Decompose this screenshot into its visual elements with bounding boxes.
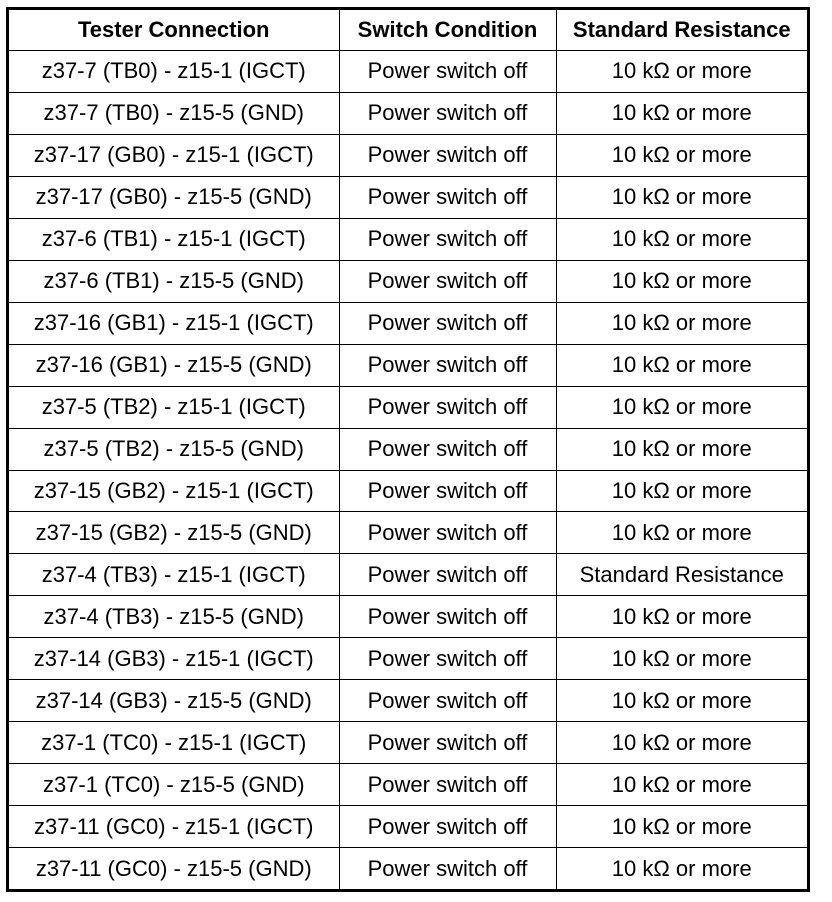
cell-standard-resistance: 10 kΩ or more xyxy=(556,134,807,176)
table-header xyxy=(9,10,807,51)
cell-switch-condition: Power switch off xyxy=(339,848,556,889)
table-row xyxy=(9,302,807,344)
cell-standard-resistance: 10 kΩ or more xyxy=(556,680,807,722)
cell-switch-condition: Power switch off xyxy=(339,806,556,848)
cell-standard-resistance: 10 kΩ or more xyxy=(556,470,807,512)
cell-switch-condition: Power switch off xyxy=(339,680,556,722)
header-tester-connection: Tester Connection xyxy=(9,10,339,51)
table-row xyxy=(9,176,807,218)
table-row xyxy=(9,470,807,512)
table-row xyxy=(9,554,807,596)
cell-standard-resistance: 10 kΩ or more xyxy=(556,638,807,680)
cell-tester-connection: z37-4 (TB3) - z15-5 (GND) xyxy=(9,596,339,638)
table-row xyxy=(9,386,807,428)
cell-standard-resistance: 10 kΩ or more xyxy=(556,848,807,889)
table-row xyxy=(9,92,807,134)
table-row xyxy=(9,596,807,638)
cell-tester-connection: z37-6 (TB1) - z15-5 (GND) xyxy=(9,260,339,302)
table-row xyxy=(9,638,807,680)
cell-switch-condition: Power switch off xyxy=(339,92,556,134)
cell-tester-connection: z37-7 (TB0) - z15-1 (IGCT) xyxy=(9,51,339,93)
cell-standard-resistance: 10 kΩ or more xyxy=(556,344,807,386)
cell-tester-connection: z37-15 (GB2) - z15-1 (IGCT) xyxy=(9,470,339,512)
cell-standard-resistance: 10 kΩ or more xyxy=(556,596,807,638)
cell-standard-resistance: 10 kΩ or more xyxy=(556,176,807,218)
cell-switch-condition: Power switch off xyxy=(339,51,556,93)
table-row xyxy=(9,512,807,554)
cell-standard-resistance: 10 kΩ or more xyxy=(556,51,807,93)
cell-standard-resistance: 10 kΩ or more xyxy=(556,386,807,428)
table-row xyxy=(9,51,807,93)
cell-tester-connection: z37-16 (GB1) - z15-5 (GND) xyxy=(9,344,339,386)
cell-tester-connection: z37-11 (GC0) - z15-1 (IGCT) xyxy=(9,806,339,848)
cell-standard-resistance: 10 kΩ or more xyxy=(556,428,807,470)
table-row xyxy=(9,218,807,260)
table-row xyxy=(9,764,807,806)
cell-standard-resistance: 10 kΩ or more xyxy=(556,806,807,848)
cell-switch-condition: Power switch off xyxy=(339,722,556,764)
cell-tester-connection: z37-16 (GB1) - z15-1 (IGCT) xyxy=(9,302,339,344)
cell-standard-resistance: 10 kΩ or more xyxy=(556,302,807,344)
table-body xyxy=(9,51,807,890)
cell-tester-connection: z37-11 (GC0) - z15-5 (GND) xyxy=(9,848,339,889)
cell-standard-resistance: 10 kΩ or more xyxy=(556,218,807,260)
cell-switch-condition: Power switch off xyxy=(339,428,556,470)
cell-tester-connection: z37-4 (TB3) - z15-1 (IGCT) xyxy=(9,554,339,596)
cell-tester-connection: z37-14 (GB3) - z15-5 (GND) xyxy=(9,680,339,722)
cell-switch-condition: Power switch off xyxy=(339,344,556,386)
cell-tester-connection: z37-1 (TC0) - z15-5 (GND) xyxy=(9,764,339,806)
table-row xyxy=(9,722,807,764)
cell-switch-condition: Power switch off xyxy=(339,512,556,554)
cell-tester-connection: z37-14 (GB3) - z15-1 (IGCT) xyxy=(9,638,339,680)
table-row xyxy=(9,134,807,176)
cell-tester-connection: z37-5 (TB2) - z15-1 (IGCT) xyxy=(9,386,339,428)
cell-switch-condition: Power switch off xyxy=(339,470,556,512)
cell-tester-connection: z37-7 (TB0) - z15-5 (GND) xyxy=(9,92,339,134)
cell-tester-connection: z37-17 (GB0) - z15-1 (IGCT) xyxy=(9,134,339,176)
table-row xyxy=(9,680,807,722)
cell-switch-condition: Power switch off xyxy=(339,764,556,806)
cell-switch-condition: Power switch off xyxy=(339,134,556,176)
cell-standard-resistance: 10 kΩ or more xyxy=(556,722,807,764)
header-switch-condition: Switch Condition xyxy=(339,10,556,51)
header-row xyxy=(9,10,807,51)
cell-standard-resistance: 10 kΩ or more xyxy=(556,260,807,302)
table-row xyxy=(9,806,807,848)
cell-switch-condition: Power switch off xyxy=(339,302,556,344)
table-row xyxy=(9,260,807,302)
resistance-table xyxy=(9,10,807,889)
cell-tester-connection: z37-1 (TC0) - z15-1 (IGCT) xyxy=(9,722,339,764)
table-row xyxy=(9,344,807,386)
cell-standard-resistance: 10 kΩ or more xyxy=(556,92,807,134)
cell-switch-condition: Power switch off xyxy=(339,218,556,260)
cell-tester-connection: z37-6 (TB1) - z15-1 (IGCT) xyxy=(9,218,339,260)
cell-switch-condition: Power switch off xyxy=(339,596,556,638)
cell-switch-condition: Power switch off xyxy=(339,638,556,680)
resistance-table-frame xyxy=(6,7,810,892)
cell-standard-resistance: 10 kΩ or more xyxy=(556,512,807,554)
table-row xyxy=(9,848,807,889)
cell-tester-connection: z37-15 (GB2) - z15-5 (GND) xyxy=(9,512,339,554)
cell-tester-connection: z37-17 (GB0) - z15-5 (GND) xyxy=(9,176,339,218)
header-standard-resistance: Standard Resistance xyxy=(556,10,807,51)
cell-switch-condition: Power switch off xyxy=(339,386,556,428)
cell-tester-connection: z37-5 (TB2) - z15-5 (GND) xyxy=(9,428,339,470)
cell-switch-condition: Power switch off xyxy=(339,554,556,596)
cell-standard-resistance: Standard Resistance xyxy=(556,554,807,596)
table-row xyxy=(9,428,807,470)
cell-standard-resistance: 10 kΩ or more xyxy=(556,764,807,806)
cell-switch-condition: Power switch off xyxy=(339,176,556,218)
cell-switch-condition: Power switch off xyxy=(339,260,556,302)
